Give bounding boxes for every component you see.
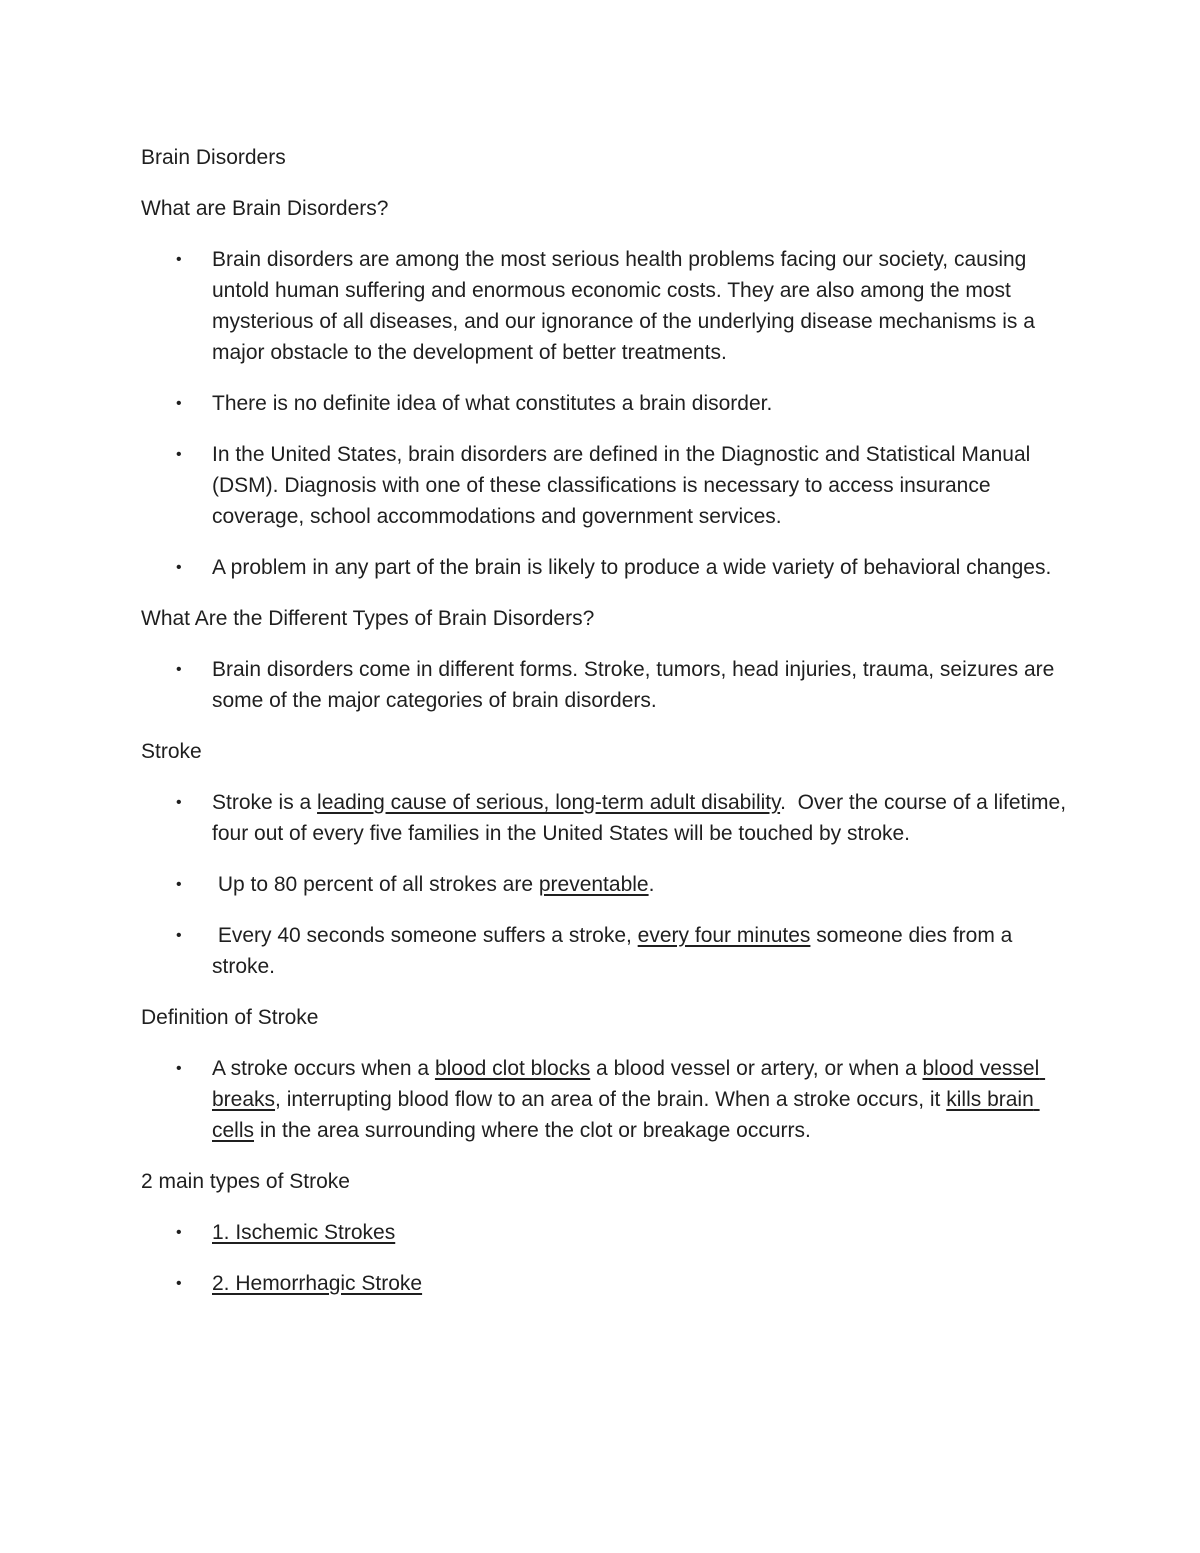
underlined-link-text[interactable]: leading cause of serious, long-term adult disability <box>317 791 781 814</box>
bullet-text <box>212 443 1036 528</box>
bullet-item <box>141 439 1071 532</box>
bullet-icon: • <box>176 794 182 811</box>
document-title: Brain Disorders <box>141 146 286 169</box>
section-heading: Definition of Stroke <box>141 1006 319 1029</box>
bullet-text-segment: Brain disorders come in different forms. Stroke, tumors, head injuries, trauma, seizures are some of the major categories of brain disorders. <box>212 658 1061 712</box>
bullet-text <box>212 248 1041 364</box>
bullet-text-segment: In the United States, brain disorders are defined in the Diagnostic and Statistical Manual (DSM). Diagnosis with one of these classifications is necessary to access insurance coverage, school accommodations and government services. <box>212 443 1037 528</box>
bullet-list <box>141 654 1071 716</box>
bullet-text <box>212 1272 422 1295</box>
underlined-link-text[interactable]: blood vessel breaks <box>212 1057 1046 1111</box>
bullet-item <box>141 920 1071 982</box>
bullet-text <box>212 392 772 415</box>
bullet-text-segment: . <box>648 873 655 896</box>
bullet-text-segment: , interrupting blood flow to an area of the brain. When a stroke occurs, it <box>275 1088 947 1111</box>
bullet-text <box>212 1057 1045 1142</box>
bullet-list <box>141 1053 1071 1146</box>
bullet-text <box>212 658 1060 712</box>
bullet-icon: • <box>176 1275 182 1292</box>
bullet-icon: • <box>176 927 182 944</box>
bullet-text-segment: someone dies from a stroke. <box>212 924 1019 978</box>
section-heading: What Are the Different Types of Brain Disorders? <box>141 607 595 630</box>
underlined-link-text[interactable]: preventable <box>538 873 649 896</box>
bullet-text-segment: A stroke occurs when a <box>212 1057 435 1080</box>
section-heading: What are Brain Disorders? <box>141 197 389 220</box>
bullet-icon: • <box>176 446 182 463</box>
bullet-text <box>212 556 1051 579</box>
bullet-text-segment: in the area surrounding where the clot or breakage occurrs. <box>254 1119 811 1142</box>
bullet-item <box>141 787 1071 849</box>
bullet-text-segment: Up to 80 percent of all strokes are <box>212 873 539 896</box>
bullet-text-segment: a blood vessel or artery, or when a <box>590 1057 923 1080</box>
section-heading: Stroke <box>141 740 202 763</box>
bullet-icon: • <box>176 395 182 412</box>
bullet-text <box>212 791 1072 845</box>
bullet-text-segment: There is no definite idea of what constitutes a brain disorder. <box>212 392 773 415</box>
bullet-icon: • <box>176 661 182 678</box>
bullet-icon: • <box>176 876 182 893</box>
document-body <box>141 193 1071 1299</box>
bullet-item <box>141 244 1071 368</box>
bullet-item <box>141 1217 1071 1248</box>
underlined-link-text[interactable]: every four minutes <box>637 924 811 947</box>
bullet-item <box>141 654 1071 716</box>
bullet-text <box>212 873 654 896</box>
bullet-list <box>141 787 1071 982</box>
bullet-text-segment: Brain disorders are among the most serious health problems facing our society, causing untold human suffering and enormous economic costs. They are also among the most mysterious of all diseases, and our ignorance of the underlying disease mechanisms is a major obstacle to the development of better treatments. <box>212 248 1041 364</box>
bullet-icon: • <box>176 1060 182 1077</box>
bullet-icon: • <box>176 1224 182 1241</box>
bullet-item <box>141 869 1071 900</box>
bullet-item <box>141 552 1071 583</box>
underlined-link-text[interactable]: 1. Ischemic Strokes <box>212 1221 396 1244</box>
underlined-link-text[interactable]: kills brain cells <box>212 1088 1040 1142</box>
bullet-icon: • <box>176 559 182 576</box>
bullet-list <box>141 244 1071 583</box>
bullet-text <box>212 1221 395 1244</box>
section-heading: 2 main types of Stroke <box>141 1170 350 1193</box>
bullet-text-segment: . Over the course of a lifetime, four out of every five families in the United States will be touched by stroke. <box>212 791 1072 845</box>
bullet-icon: • <box>176 251 182 268</box>
bullet-text <box>212 924 1018 978</box>
bullet-item <box>141 388 1071 419</box>
bullet-text-segment: A problem in any part of the brain is likely to produce a wide variety of behavioral changes. <box>212 556 1052 579</box>
bullet-text-segment: Every 40 seconds someone suffers a stroke, <box>212 924 638 947</box>
bullet-item <box>141 1268 1071 1299</box>
underlined-link-text[interactable]: 2. Hemorrhagic Stroke <box>212 1272 423 1295</box>
underlined-link-text[interactable]: blood clot blocks <box>434 1057 591 1080</box>
bullet-list <box>141 1217 1071 1299</box>
bullet-text-segment: Stroke is a <box>212 791 318 814</box>
document-page <box>141 142 1071 1319</box>
bullet-item <box>141 1053 1071 1146</box>
